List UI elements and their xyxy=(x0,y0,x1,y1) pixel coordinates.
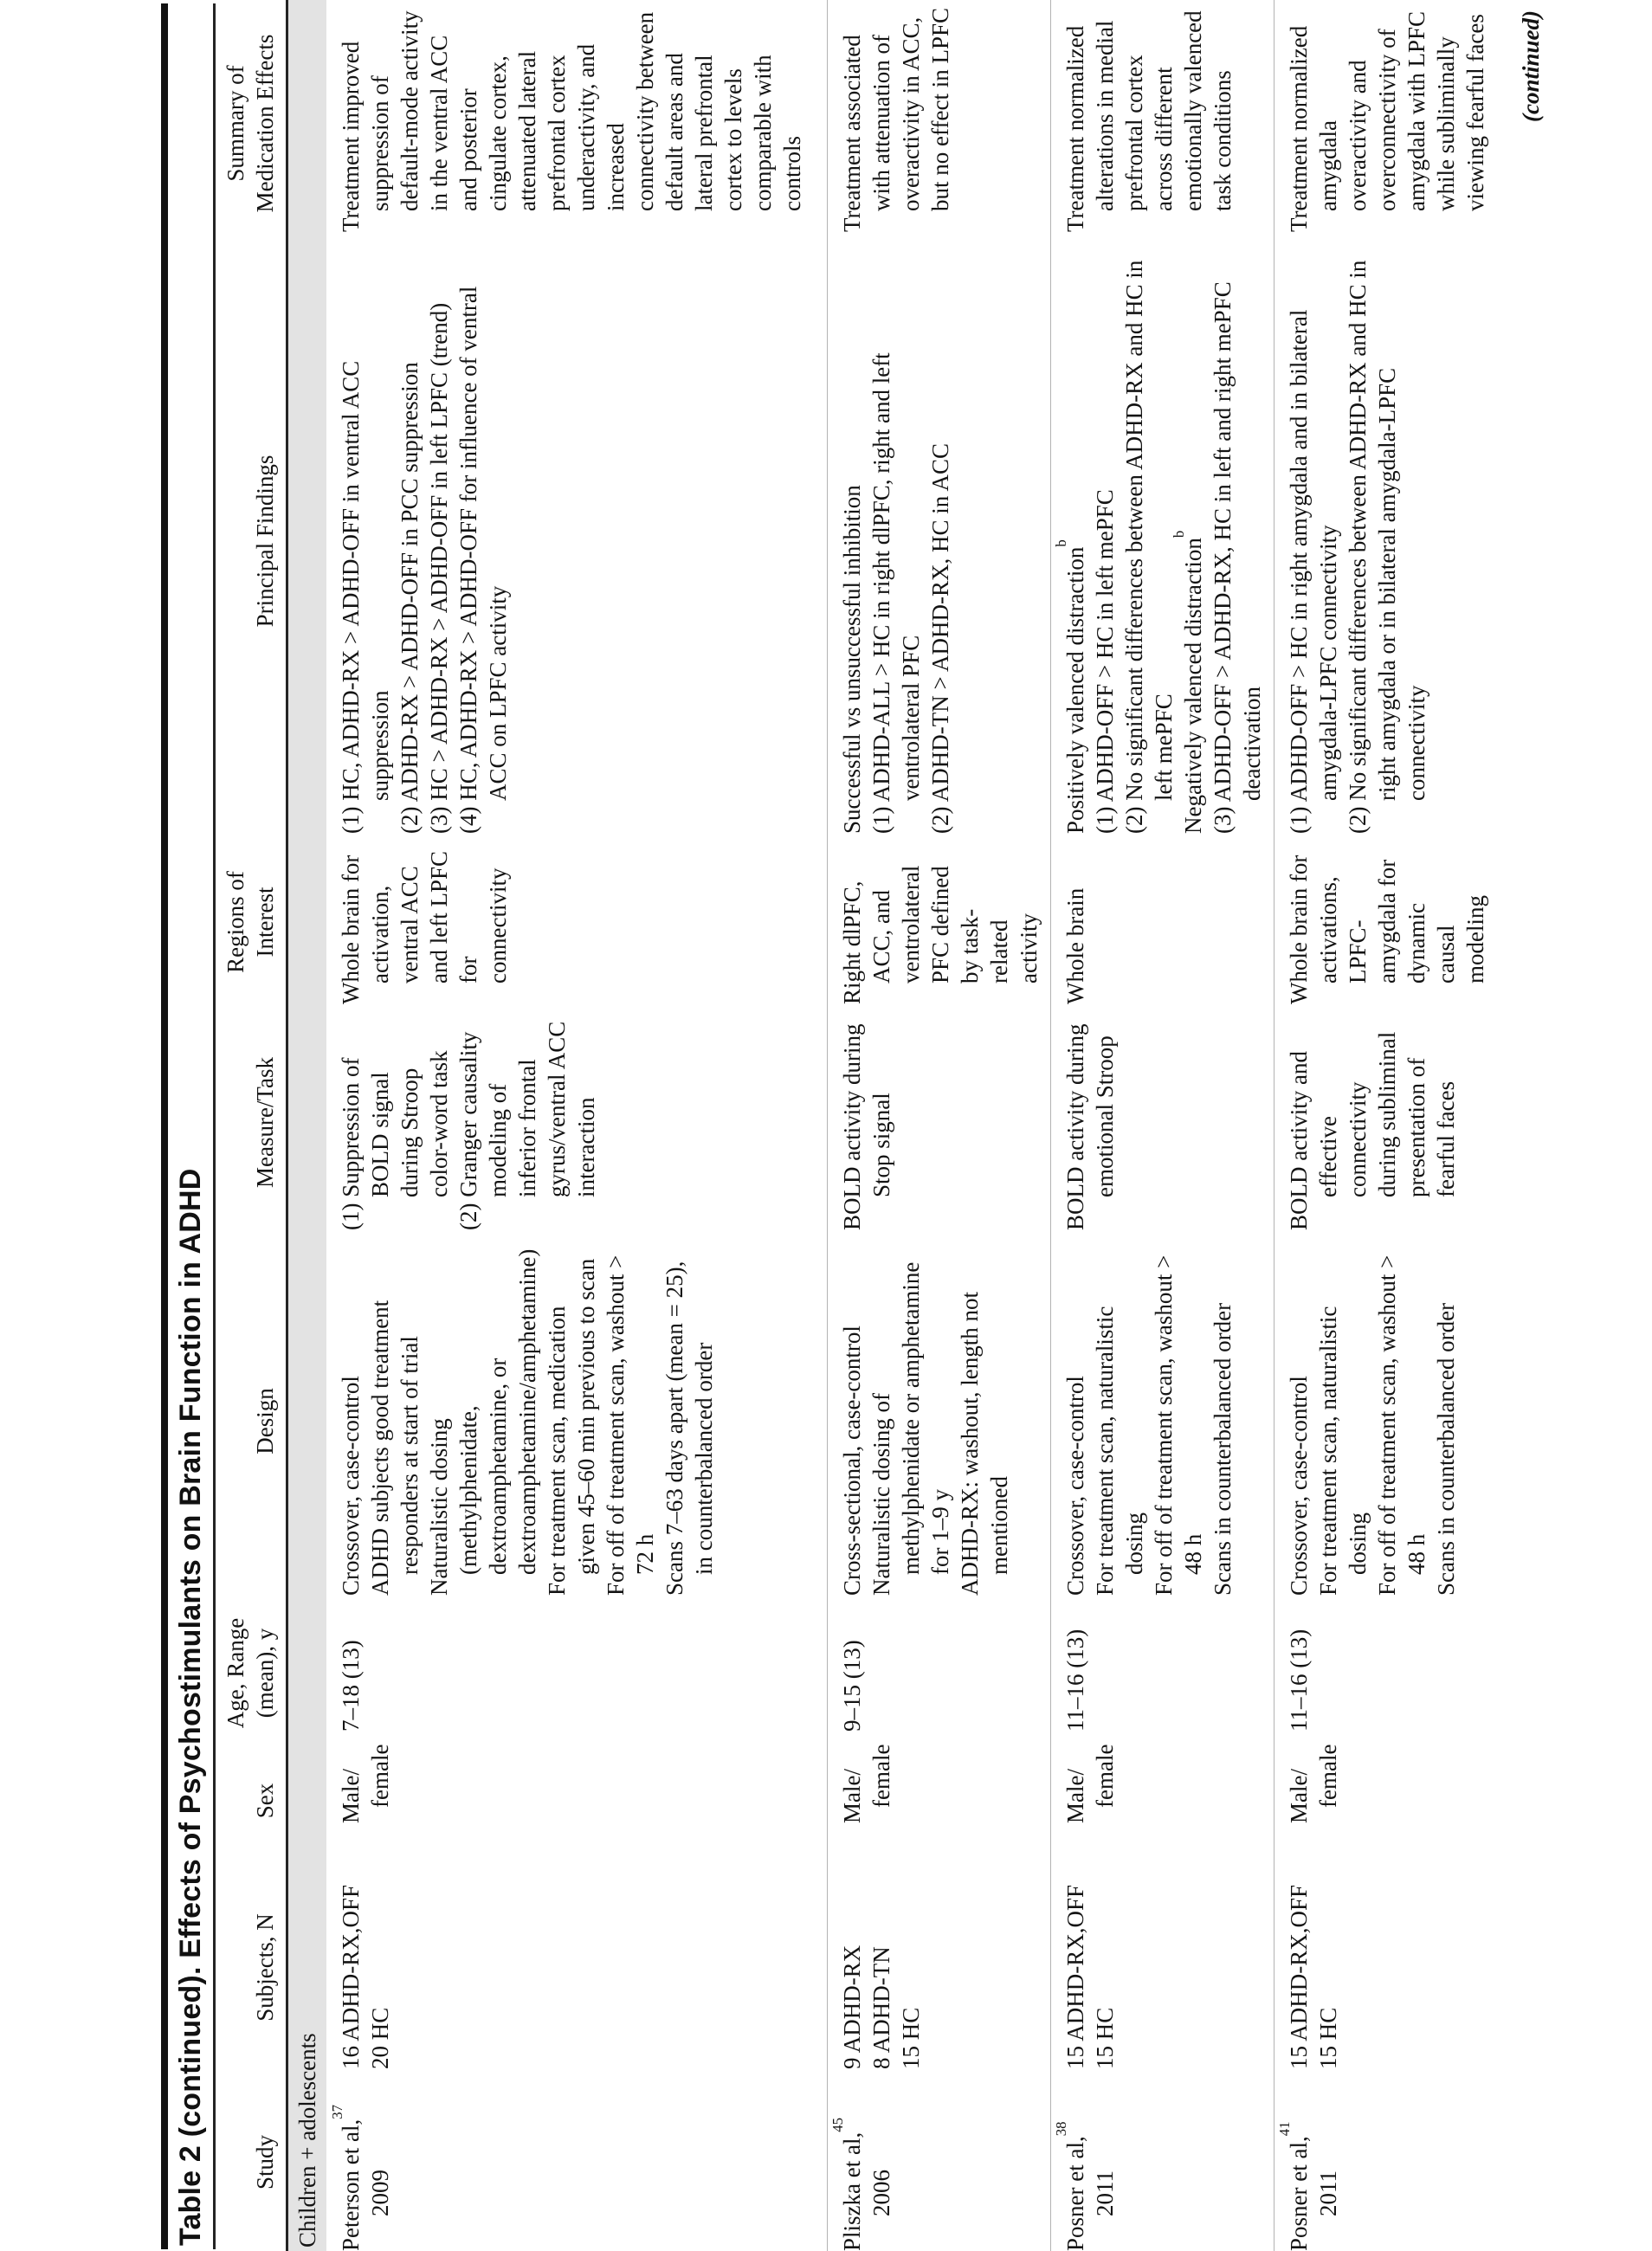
text-line: BOLD activity during Stop signal xyxy=(838,1023,894,1230)
text-line: Age, Range xyxy=(223,1617,248,1729)
measure-task-cell xyxy=(827,1009,1050,1236)
text-line: 15 HC xyxy=(1091,2007,1118,2069)
design-cell xyxy=(1050,1236,1274,1606)
text-line: Whole brain for activations, LPFC-​amygdala for dynamic causal modeling xyxy=(1285,855,1488,1004)
text-line: (3) ADHD-OFF > ADHD-RX, HC in left and right mePFC deactivation xyxy=(1209,281,1265,834)
col-header-summary xyxy=(216,0,287,247)
table-top-rule xyxy=(161,3,168,2249)
study-name: Posner et al, xyxy=(1285,2136,1312,2251)
table-row xyxy=(1050,0,1274,2251)
col-header-sex xyxy=(216,1740,287,1861)
text-line: Subjects, N xyxy=(252,1913,278,2022)
reference-superscript: 38 xyxy=(1053,2121,1070,2137)
text-line: Whole brain xyxy=(1062,887,1088,1004)
text-line: Scans 7–63 days apart (mean = 25), in counterbalanced order xyxy=(661,1261,717,1596)
summary-cell xyxy=(1274,0,1497,247)
study-name: Peterson et al, xyxy=(338,2119,364,2251)
text-line: For off of treatment scan, washout > 72 h xyxy=(603,1254,658,1596)
text-line: 15 HC xyxy=(897,2007,924,2069)
text-line: BOLD activity and effective connectivity during subliminal presentation of fearful faces xyxy=(1285,1031,1459,1230)
text-line: Sex xyxy=(252,1783,278,1819)
text-line: Positively valenced distraction$^b$ xyxy=(1053,539,1088,834)
text-line: Crossover, case-control xyxy=(338,1376,364,1596)
text-line: BOLD activity during emotional Stroop xyxy=(1062,1023,1118,1230)
text-line: Scans in counterbalanced order xyxy=(1432,1302,1459,1596)
sex-cell xyxy=(1274,1740,1497,1861)
table-row xyxy=(326,0,827,2251)
text-line: Treatment normalized alterations in medial prefrontal cortex across different emotionally valenced task conditions xyxy=(1062,10,1236,232)
study-name: Pliszka et al, xyxy=(838,2132,865,2251)
text-line: Successful vs unsuccessful inhibition xyxy=(838,485,865,834)
measure-task-cell xyxy=(1050,1009,1274,1236)
study-year: 2006 xyxy=(868,2170,894,2216)
text-line: Male/ xyxy=(1062,1769,1088,1823)
design-cell xyxy=(1274,1236,1497,1606)
age-value: 9–15 (13) xyxy=(838,1640,865,1732)
study-year: 2011 xyxy=(1314,2170,1341,2216)
regions-cell xyxy=(827,835,1050,1009)
text-line: Negatively valenced distraction$^b$ xyxy=(1171,530,1206,834)
text-line: (2) Granger causality modeling of inferior frontal gyrus/​ventral ACC interaction xyxy=(455,1021,599,1230)
header-row xyxy=(216,0,287,2251)
reference-superscript: 41 xyxy=(1276,2121,1294,2137)
text-line: female xyxy=(1314,1744,1341,1808)
text-line: (1) ADHD-OFF > HC in left mePFC xyxy=(1091,489,1118,834)
text-line: Naturalistic dosing (methylphenidate, dextroamphetamine, or dextroamphetamine/​amphetamine) xyxy=(426,1248,540,1596)
study-table xyxy=(216,0,1497,2251)
text-line: 15 ADHD-RX,OFF xyxy=(1062,1884,1088,2069)
study-cell xyxy=(1274,2074,1497,2251)
text-line: (2) ADHD-TN > ADHD-RX, HC in ACC xyxy=(926,443,953,834)
col-header-regions xyxy=(216,835,287,1009)
findings-cell xyxy=(326,247,827,835)
text-line: Treatment associated with attenuation of overactivity in ACC, but no effect in LPFC xyxy=(838,8,953,232)
design-cell xyxy=(326,1236,827,1606)
text-line: ADHD subjects good treatment responders at start of trial xyxy=(367,1300,423,1596)
text-line: female xyxy=(367,1744,393,1808)
text-line: (2) ADHD-RX > ADHD-OFF in PCC suppression xyxy=(397,362,423,834)
text-line: 8 ADHD-TN xyxy=(868,1946,894,2069)
subjects-cell xyxy=(326,1861,827,2074)
section-label: Children + adolescents xyxy=(287,0,327,2251)
measure-task-cell xyxy=(326,1009,827,1236)
subjects-cell xyxy=(827,1861,1050,2074)
text-line: For treatment scan, medication given 45–60 min previous to scan xyxy=(544,1258,599,1596)
text-line: Medication Effects xyxy=(252,34,278,213)
age-value: 11–16 (13) xyxy=(1062,1629,1088,1732)
text-line: (1) HC, ADHD-RX > ADHD-OFF in ventral ACC suppression xyxy=(338,360,393,834)
text-line: 16 ADHD-RX,OFF xyxy=(338,1884,364,2069)
text-line: Right dlPFC, ACC, and ventrolateral PFC defined by task-related activity xyxy=(838,865,1042,1004)
study-cell xyxy=(326,2074,827,2251)
study-year: 2009 xyxy=(367,2170,393,2216)
findings-cell xyxy=(1050,247,1274,835)
text-line: (mean), y xyxy=(252,1628,278,1719)
continued-note: (continued) xyxy=(1517,10,1544,123)
text-line: Crossover, case-control xyxy=(1062,1376,1088,1596)
text-line: Cross-sectional, case-control xyxy=(838,1325,865,1596)
text-line: Whole brain for activation, ventral ACC and left LPFC for connectivity xyxy=(338,851,511,1004)
text-line: (1) ADHD-ALL > HC in right dlPFC, right and left ventrolateral PFC xyxy=(868,352,924,834)
summary-cell xyxy=(1050,0,1274,247)
findings-cell xyxy=(827,247,1050,835)
col-header-design xyxy=(216,1236,287,1606)
age-cell xyxy=(1274,1606,1497,1740)
age-cell xyxy=(827,1606,1050,1740)
subjects-cell xyxy=(1050,1861,1274,2074)
text-line: For treatment scan, naturalistic dosing xyxy=(1091,1306,1147,1596)
text-line: Male/ xyxy=(338,1769,364,1823)
text-line: (2) No significant differences between ADHD-RX and HC in right amygdala or in bilateral amygdala-LPFC connectivity xyxy=(1344,260,1429,834)
text-line: (4) HC, ADHD-RX > ADHD-OFF for influence of ventral ACC on LPFC activity xyxy=(455,286,511,834)
text-line: female xyxy=(1091,1744,1118,1808)
text-line: ADHD-RX: washout, length not mentioned xyxy=(956,1292,1012,1596)
text-line: Principal Findings xyxy=(252,455,278,628)
regions-cell xyxy=(1050,835,1274,1009)
table-row xyxy=(1274,0,1497,2251)
text-line: Male/ xyxy=(1285,1769,1312,1823)
section-row xyxy=(287,0,327,2251)
text-line: female xyxy=(868,1744,894,1808)
study-cell xyxy=(827,2074,1050,2251)
findings-cell xyxy=(1274,247,1497,835)
text-line: 20 HC xyxy=(367,2007,393,2069)
text-line: Interest xyxy=(252,887,278,958)
text-line: (1) ADHD-OFF > HC in right amygdala and in bilateral amygdala-LPFC connectivity xyxy=(1285,309,1341,834)
regions-cell xyxy=(326,835,827,1009)
study-year: 2011 xyxy=(1091,2170,1118,2216)
text-line: Crossover, case-control xyxy=(1285,1376,1312,1596)
study-name: Posner et al, xyxy=(1062,2136,1088,2251)
age-cell xyxy=(1050,1606,1274,1740)
table-title: Table 2 (continued). Effects of Psychostimulants on Brain Function in ADHD xyxy=(174,1168,207,2246)
summary-cell xyxy=(326,0,827,247)
text-line: 9 ADHD-RX xyxy=(838,1945,865,2069)
text-line: (1) Suppression of BOLD signal during Stroop color-word task xyxy=(338,1050,452,1230)
text-line: For off of treatment scan, washout > 48 h xyxy=(1150,1254,1206,1596)
text-line: Study xyxy=(252,2134,278,2190)
text-line: Treatment improved suppression of default-mode activity in the ventral ACC and posterior cingulate cortex, attenuated lateral prefrontal cortex underactivity, and increased connectivity between default areas and lateral prefrontal cortex to levels comparable with controls xyxy=(338,10,805,232)
regions-cell xyxy=(1274,835,1497,1009)
text-line: For treatment scan, naturalistic dosing xyxy=(1314,1306,1371,1596)
reference-superscript: 37 xyxy=(328,2105,345,2119)
text-line: Naturalistic dosing of methylphenidate or amphetamine for 1–9 y xyxy=(868,1261,953,1596)
text-line: Male/ xyxy=(838,1769,865,1823)
col-header-subjects xyxy=(216,1861,287,2074)
text-line: (2) No significant differences between ADHD-RX and HC in left mePFC xyxy=(1120,260,1177,834)
col-header-age xyxy=(216,1606,287,1740)
sex-cell xyxy=(827,1740,1050,1861)
text-line: 15 ADHD-RX,OFF xyxy=(1285,1884,1312,2069)
subjects-cell xyxy=(1274,1861,1497,2074)
design-cell xyxy=(827,1236,1050,1606)
measure-task-cell xyxy=(1274,1009,1497,1236)
footnote-superscript: b xyxy=(1053,539,1070,547)
col-header-findings xyxy=(216,247,287,835)
age-value: 7–18 (13) xyxy=(338,1640,364,1732)
text-line: 15 HC xyxy=(1314,2007,1341,2069)
text-line: (3) HC > ADHD-RX > ADHD-OFF in left LPFC (trend) xyxy=(426,302,452,834)
col-header-measure xyxy=(216,1009,287,1236)
footnote-superscript: b xyxy=(1171,530,1188,539)
age-cell xyxy=(326,1606,827,1740)
text-line: Summary of xyxy=(223,65,248,182)
study-cell xyxy=(1050,2074,1274,2251)
summary-cell xyxy=(827,0,1050,247)
text-line: Measure/Task xyxy=(252,1056,278,1189)
text-line: Design xyxy=(252,1388,278,1454)
text-line: For off of treatment scan, washout > 48 h xyxy=(1373,1254,1429,1596)
text-line: Treatment normalized amygdala overactivity and overconnectivity of amygdala with LPFC while subliminally viewing fearful faces xyxy=(1285,11,1488,232)
col-header-study xyxy=(216,2074,287,2251)
sex-cell xyxy=(326,1740,827,1861)
reference-superscript: 45 xyxy=(829,2118,847,2132)
sex-cell xyxy=(1050,1740,1274,1861)
text-line: Regions of xyxy=(223,871,248,973)
text-line: Scans in counterbalanced order xyxy=(1209,1302,1236,1596)
age-value: 11–16 (13) xyxy=(1285,1629,1312,1732)
table-row xyxy=(827,0,1050,2251)
